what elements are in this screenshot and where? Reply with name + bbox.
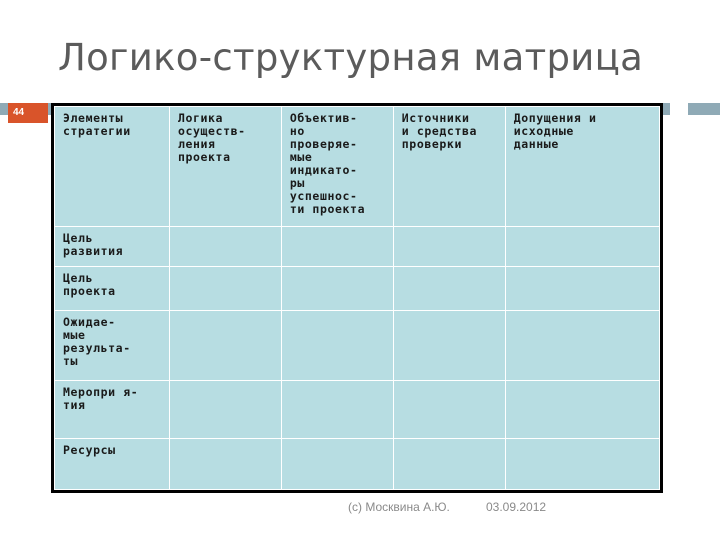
table-cell — [393, 381, 505, 439]
header-cell-sources: Источники и средства проверки — [393, 107, 505, 227]
table-cell — [505, 267, 659, 311]
header-bar-right — [688, 103, 720, 115]
table-cell — [505, 381, 659, 439]
table-header-row — [55, 107, 660, 227]
header-bar-left — [0, 103, 8, 115]
row-label-expected-results: Ожидае- мые результа- ты — [55, 311, 170, 381]
footer-copyright: (с) Москвина А.Ю. — [348, 500, 450, 514]
table-cell — [393, 439, 505, 490]
row-label-development-goal: Цель развития — [55, 227, 170, 267]
table-cell — [393, 227, 505, 267]
table-row — [55, 381, 660, 439]
table-cell — [393, 267, 505, 311]
slide-number: 44 — [8, 103, 48, 123]
table-row — [55, 227, 660, 267]
table-cell — [169, 311, 281, 381]
slide-title: Логико-структурная матрица — [58, 36, 644, 79]
header-cell-strategy-elements: Элементы стратегии — [55, 107, 170, 227]
table-cell — [281, 267, 393, 311]
table-cell — [169, 267, 281, 311]
header-cell-indicators: Объектив- но проверяе- мые индикато- ры успешнос- ти проекта — [281, 107, 393, 227]
table-row — [55, 267, 660, 311]
table-cell — [281, 439, 393, 490]
table-cell — [393, 311, 505, 381]
table-cell — [169, 227, 281, 267]
table-cell — [169, 439, 281, 490]
table-cell — [281, 311, 393, 381]
table-cell — [169, 381, 281, 439]
table-row — [55, 439, 660, 490]
logframe-matrix-table — [54, 106, 660, 490]
row-label-resources: Ресурсы — [55, 439, 170, 490]
row-label-activities: Меропри я- тия — [55, 381, 170, 439]
matrix-table-frame — [51, 103, 663, 493]
header-cell-logic: Логика осуществ- ления проекта — [169, 107, 281, 227]
table-cell — [281, 381, 393, 439]
footer-date: 03.09.2012 — [486, 500, 547, 514]
row-label-project-goal: Цель проекта — [55, 267, 170, 311]
table-cell — [505, 311, 659, 381]
table-cell — [505, 227, 659, 267]
table-cell — [505, 439, 659, 490]
table-row — [55, 311, 660, 381]
header-cell-assumptions: Допущения и исходные данные — [505, 107, 659, 227]
table-cell — [281, 227, 393, 267]
